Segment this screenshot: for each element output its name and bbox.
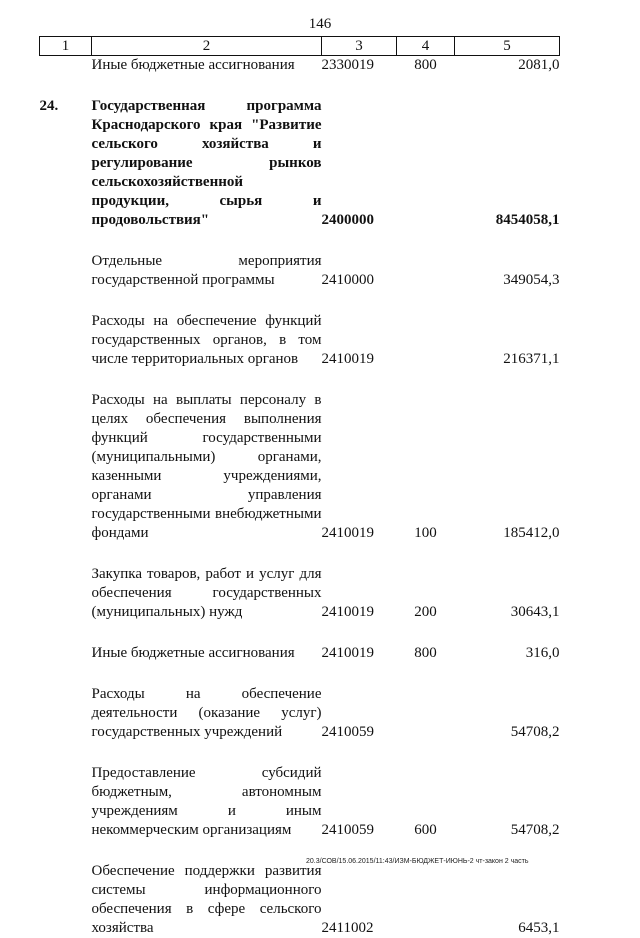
table-row [40,862,560,938]
row-amount: 185412,0 [455,391,560,543]
row-number: 24. [40,97,92,230]
row-expense-type [397,252,455,290]
table-row [40,56,560,76]
row-code: 2411002 [322,862,397,938]
table-row [40,644,560,663]
row-name: Отдельные мероприятия государственной программы [92,252,322,290]
row-amount: 216371,1 [455,312,560,369]
row-expense-type [397,97,455,230]
row-name: Обеспечение поддержки развития системы информационного обеспечения в сфере сельского хозяйства [92,862,322,938]
budget-table [39,36,560,938]
row-number [40,862,92,938]
header-col-5: 5 [455,37,560,56]
table-row [40,685,560,742]
row-amount: 8454058,1 [455,97,560,230]
spacer-cell [40,290,560,312]
row-spacer [40,75,560,97]
row-code: 2410019 [322,565,397,622]
row-expense-type: 800 [397,56,455,76]
row-code: 2410000 [322,252,397,290]
row-number [40,312,92,369]
row-expense-type: 200 [397,565,455,622]
table-row [40,764,560,840]
page-number: 146 [0,16,640,33]
spacer-cell [40,369,560,391]
header-col-1: 1 [40,37,92,56]
row-amount: 6453,1 [455,862,560,938]
row-number [40,391,92,543]
row-number [40,565,92,622]
table-row [40,97,560,230]
row-number [40,56,92,76]
row-name: Расходы на обеспечение функций государственных органов, в том числе территориальных органов [92,312,322,369]
table-body [40,56,560,938]
row-code: 2410059 [322,685,397,742]
row-amount: 349054,3 [455,252,560,290]
header-col-2: 2 [92,37,322,56]
row-expense-type: 100 [397,391,455,543]
row-expense-type: 800 [397,644,455,663]
table-row [40,252,560,290]
table-row [40,312,560,369]
row-expense-type [397,862,455,938]
header-col-3: 3 [322,37,397,56]
row-expense-type [397,312,455,369]
table-row [40,391,560,543]
row-code: 2410019 [322,391,397,543]
spacer-cell [40,622,560,644]
row-spacer [40,663,560,685]
row-name: Расходы на обеспечение деятельности (оказание услуг) государственных учреждений [92,685,322,742]
row-code: 2400000 [322,97,397,230]
header-col-4: 4 [397,37,455,56]
row-spacer [40,290,560,312]
spacer-cell [40,663,560,685]
row-spacer [40,230,560,252]
row-amount: 54708,2 [455,685,560,742]
row-name: Расходы на выплаты персоналу в целях обеспечения выполнения функций государственными (муниципальными) органами, казенными учреждениями, органами управления государственными внебюджетными фондами [92,391,322,543]
row-spacer [40,369,560,391]
spacer-cell [40,230,560,252]
row-number [40,644,92,663]
row-spacer [40,543,560,565]
row-number [40,252,92,290]
row-amount: 30643,1 [455,565,560,622]
row-expense-type [397,685,455,742]
spacer-cell [40,543,560,565]
row-code: 2410019 [322,644,397,663]
row-amount: 316,0 [455,644,560,663]
row-name: Предоставление субсидий бюджетным, автономным учреждениям и иным некоммерческим организациям [92,764,322,840]
row-name: Государственная программа Краснодарского края "Развитие сельского хозяйства и регулирование рынков сельскохозяйственной продукции, сырья и продовольствия" [92,97,322,230]
row-spacer [40,622,560,644]
row-spacer [40,742,560,764]
row-number [40,685,92,742]
spacer-cell [40,75,560,97]
row-name: Иные бюджетные ассигнования [92,56,322,76]
document-footer: 20.3/СОВ/15.06.2015/11:43/ИЗМ-БЮДЖЕТ-ИЮНЬ-2 чт-закон 2 часть [306,858,529,865]
row-code: 2410019 [322,312,397,369]
table-header [40,37,560,56]
row-name: Иные бюджетные ассигнования [92,644,322,663]
row-code: 2410059 [322,764,397,840]
row-amount: 2081,0 [455,56,560,76]
spacer-cell [40,742,560,764]
row-amount: 54708,2 [455,764,560,840]
row-name: Закупка товаров, работ и услуг для обеспечения государственных (муниципальных) нужд [92,565,322,622]
row-expense-type: 600 [397,764,455,840]
row-code: 2330019 [322,56,397,76]
row-number [40,764,92,840]
table-row [40,565,560,622]
